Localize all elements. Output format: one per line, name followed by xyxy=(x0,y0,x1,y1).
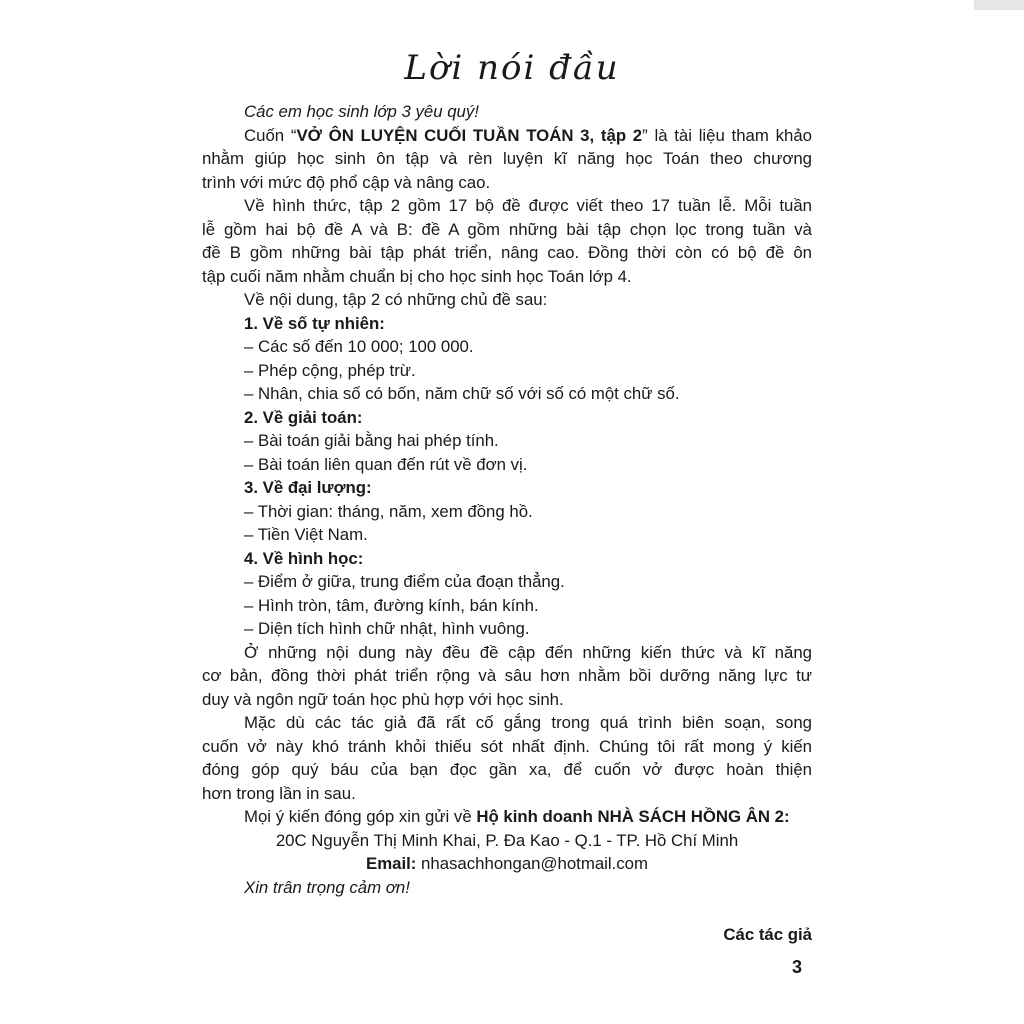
paragraph-4-line-3: duy và ngôn ngữ toán học phù hợp với học sinh. xyxy=(202,689,564,709)
authors-signature: Các tác giả xyxy=(723,924,812,944)
text-span: Cuốn “ xyxy=(244,125,297,145)
topic-1-item: – Nhân, chia số có bốn, năm chữ số với số có một chữ số. xyxy=(244,384,680,403)
paragraph-4-line-2: cơ bản, đồng thời phát triển rộng và sâu hơn nhằm bồi dưỡng năng lực tư xyxy=(202,666,812,685)
paragraph-5-line-3: đóng góp quý báu của bạn đọc gần xa, để cuốn vở được hoàn thiện xyxy=(202,760,812,779)
paragraph-5-line-1: Mặc dù các tác giả đã rất cố gắng trong quá trình biên soạn, song xyxy=(244,713,812,732)
topic-1-item: – Phép cộng, phép trừ. xyxy=(244,360,416,380)
page-title: Lời nói đầu xyxy=(404,48,620,88)
page-corner-shade xyxy=(974,0,1024,10)
page-number: 3 xyxy=(792,957,803,977)
publisher-name: Hộ kinh doanh NHÀ SÁCH HỒNG ÂN 2: xyxy=(476,807,790,826)
paragraph-1-line-2: nhằm giúp học sinh ôn tập và rèn luyện kĩ năng học Toán theo chương xyxy=(202,149,812,168)
paragraph-4-line-1: Ở những nội dung này đều đề cập đến những kiến thức và kĩ năng xyxy=(244,642,812,662)
paragraph-2-line-3: đề B gồm những bài tập phát triển, nâng cao. Đồng thời còn có bộ đề ôn xyxy=(202,243,812,262)
topic-4-item: – Hình tròn, tâm, đường kính, bán kính. xyxy=(244,595,539,615)
contact-address: 20C Nguyễn Thị Minh Khai, P. Đa Kao - Q.1 - TP. Hồ Chí Minh xyxy=(275,830,739,850)
topic-4-item: – Điểm ở giữa, trung điểm của đoạn thẳng. xyxy=(244,572,565,591)
topic-2-heading: 2. Về giải toán: xyxy=(244,407,363,427)
paragraph-1-line-1 xyxy=(202,124,812,148)
topic-3-item: – Thời gian: tháng, năm, xem đồng hồ. xyxy=(244,501,533,521)
topic-2-item: – Bài toán giải bằng hai phép tính. xyxy=(244,431,499,450)
paragraph-2-line-4: tập cuối năm nhằm chuẩn bị cho học sinh học Toán lớp 4. xyxy=(202,266,632,286)
paragraph-1-line-3: trình với mức độ phổ cập và nâng cao. xyxy=(202,172,491,192)
paragraph-5-line-4: hơn trong lần in sau. xyxy=(202,783,356,803)
email-address: nhasachhongan@hotmail.com xyxy=(416,854,648,873)
paragraph-3: Về nội dung, tập 2 có những chủ đề sau: xyxy=(244,290,548,309)
email-label: Email: xyxy=(366,854,417,873)
topic-1-item: – Các số đến 10 000; 100 000. xyxy=(244,337,474,356)
contact-line xyxy=(202,805,812,829)
greeting: Các em học sinh lớp 3 yêu quý! xyxy=(244,102,479,121)
paragraph-2-line-2: lễ gồm hai bộ đề A và B: đề A gồm những bài tập chọn lọc trong tuần và xyxy=(202,219,812,239)
contact-email xyxy=(202,852,812,876)
text-span: Mọi ý kiến đóng góp xin gửi về xyxy=(244,807,477,826)
topic-2-item: – Bài toán liên quan đến rút về đơn vị. xyxy=(244,454,528,474)
closing-thanks: Xin trân trọng cảm ơn! xyxy=(244,877,410,897)
topic-4-heading: 4. Về hình học: xyxy=(244,548,364,568)
topic-3-item: – Tiền Việt Nam. xyxy=(244,525,368,544)
topic-3-heading: 3. Về đại lượng: xyxy=(244,478,372,497)
preface-body xyxy=(202,100,812,946)
paragraph-5-line-2: cuốn vở này khó tránh khỏi thiếu sót nhất định. Chúng tôi rất mong ý kiến xyxy=(202,736,812,756)
paragraph-2-line-1: Về hình thức, tập 2 gồm 17 bộ đề được viết theo 17 tuần lễ. Mỗi tuần xyxy=(244,196,812,215)
book-title: VỞ ÔN LUYỆN CUỐI TUẦN TOÁN 3, tập 2 xyxy=(296,125,643,145)
topic-1-heading: 1. Về số tự nhiên: xyxy=(244,313,385,333)
text-span: ” là tài liệu tham khảo xyxy=(642,125,812,145)
topic-4-item: – Diện tích hình chữ nhật, hình vuông. xyxy=(244,619,530,638)
